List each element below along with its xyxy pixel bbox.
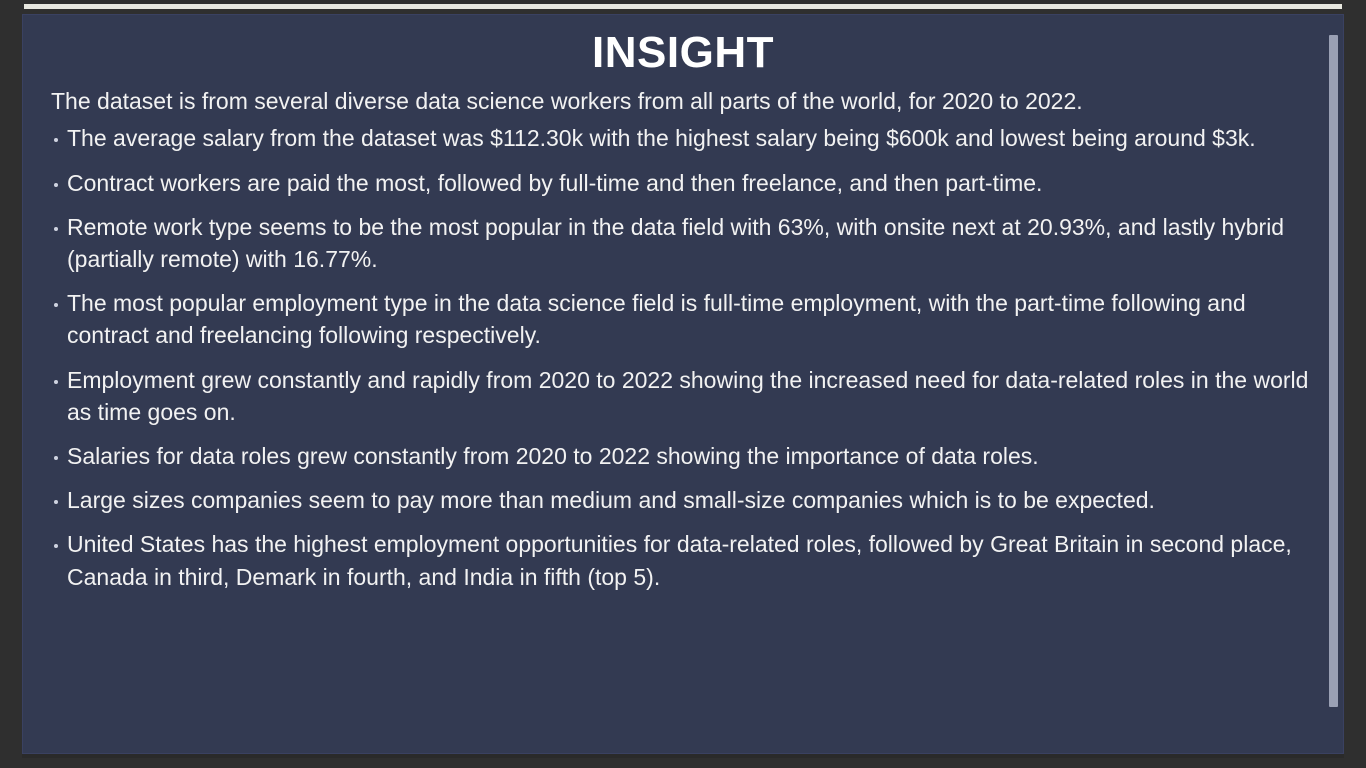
top-rule-decoration — [24, 4, 1342, 9]
slide-content-area — [22, 14, 1344, 754]
intro-paragraph: The dataset is from several diverse data science workers from all parts of the world, for 2020 to 2022. — [51, 88, 1083, 114]
list-item: The average salary from the dataset was $112.30k with the highest salary being $600k and lowest being around $3k. — [53, 122, 1317, 154]
list-item: Large sizes companies seem to pay more than medium and small-size companies which is to be expected. — [53, 484, 1317, 516]
list-item: The most popular employment type in the data science field is full-time employment, with the part-time following and contract and freelancing following respectively. — [53, 287, 1317, 351]
insight-bullet-list — [23, 116, 1343, 592]
bottom-edge-decoration — [22, 754, 1344, 758]
vertical-scrollbar[interactable] — [1329, 35, 1338, 707]
list-item: Contract workers are paid the most, followed by full-time and then freelance, and then part-time. — [53, 167, 1317, 199]
page-title: INSIGHT — [592, 28, 774, 77]
list-item: Salaries for data roles grew constantly from 2020 to 2022 showing the importance of data roles. — [53, 440, 1317, 472]
list-item: United States has the highest employment opportunities for data-related roles, followed by Great Britain in second place, Canada in third, Demark in fourth, and India in fifth (top 5). — [53, 528, 1317, 592]
list-item: Remote work type seems to be the most popular in the data field with 63%, with onsite next at 20.93%, and lastly hybrid (partially remote) with 16.77%. — [53, 211, 1317, 275]
list-item: Employment grew constantly and rapidly from 2020 to 2022 showing the increased need for data-related roles in the world as time goes on. — [53, 364, 1317, 428]
